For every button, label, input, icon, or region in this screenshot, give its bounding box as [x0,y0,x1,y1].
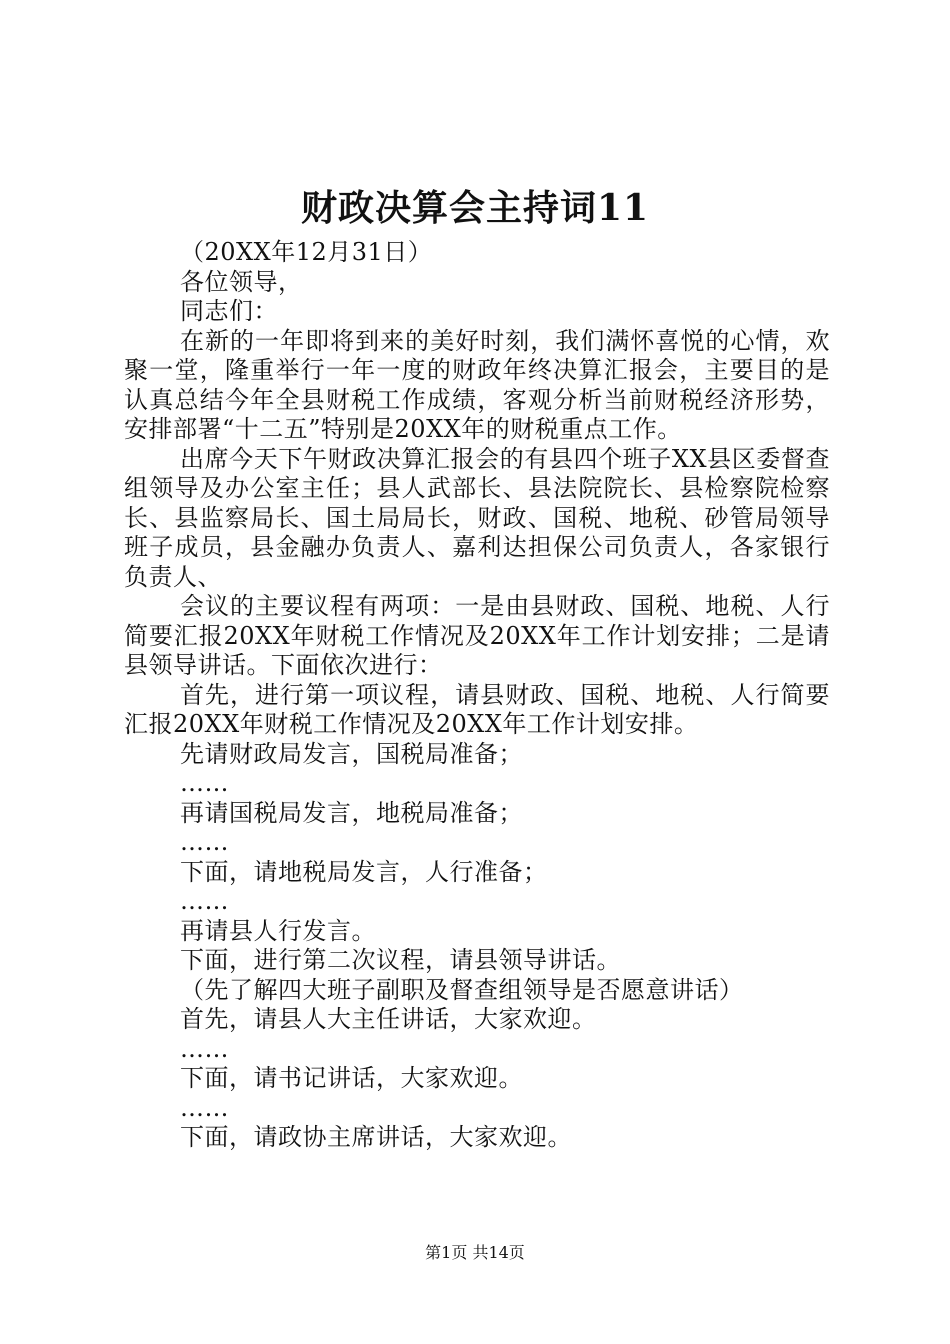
speech-line-finance: 先请财政局发言，国税局准备； [180,739,523,768]
salutation-leaders: 各位领导， [180,267,303,296]
salutation-comrades: 同志们： [180,297,278,325]
speech-line-cppcc-chair: 下面，请政协主席讲话，大家欢迎。 [180,1123,572,1151]
ellipsis-line: …… [180,828,229,856]
paragraph-attendees: 出席今天下午财政决算汇报会的有县四个班子XX县区委督查组领导及办公室主任；县人武部长、县法院院长、县检察院检察长、县监察局长、国土局局长，财政、国税、地税、砂管局领导班子成员，县金融办负责人、嘉利达担保公司负责人，各家银行负责人、 [124,444,830,591]
speech-line-local-tax: 下面，请地税局发言，人行准备； [180,857,548,886]
ellipsis-line: …… [180,1093,229,1122]
ellipsis-line: …… [180,1034,229,1063]
paragraph-agenda: 会议的主要议程有两项：一是由县财政、国税、地税、人行简要汇报20XX年财税工作情况及20XX年工作计划安排；二是请县领导讲话。下面依次进行： [124,592,830,679]
paragraph-opening: 在新的一年即将到来的美好时刻，我们满怀喜悦的心情，欢聚一堂，隆重举行一年一度的财政年终决算汇报会，主要目的是认真总结今年全县财税工作成绩，客观分析当前财税经济形势，安排部署“十二五”特别是20XX年的财税重点工作。 [124,326,830,443]
speech-line-peoples-bank: 再请县人行发言。 [180,916,376,945]
second-item-line: 下面，进行第二次议程，请县领导讲话。 [180,946,621,974]
note-line: （先了解四大班子副职及督查组领导是否愿意讲话） [180,975,744,1004]
document-body [124,238,830,1153]
page-footer: 第1页 共14页 [425,1243,525,1262]
document-title: 财政决算会主持词11 [300,187,650,229]
ellipsis-line: …… [180,769,229,797]
ellipsis-line: …… [180,887,229,915]
date-line: （20XX年12月31日） [180,238,433,266]
speech-line-npc-director: 首先，请县人大主任讲话，大家欢迎。 [180,1005,597,1033]
paragraph-first-item: 首先，进行第一项议程，请县财政、国税、地税、人行简要汇报20XX年财税工作情况及20XX年工作计划安排。 [124,680,830,738]
speech-line-secretary: 下面，请书记讲话，大家欢迎。 [180,1064,523,1092]
speech-line-national-tax: 再请国税局发言，地税局准备； [180,798,523,827]
